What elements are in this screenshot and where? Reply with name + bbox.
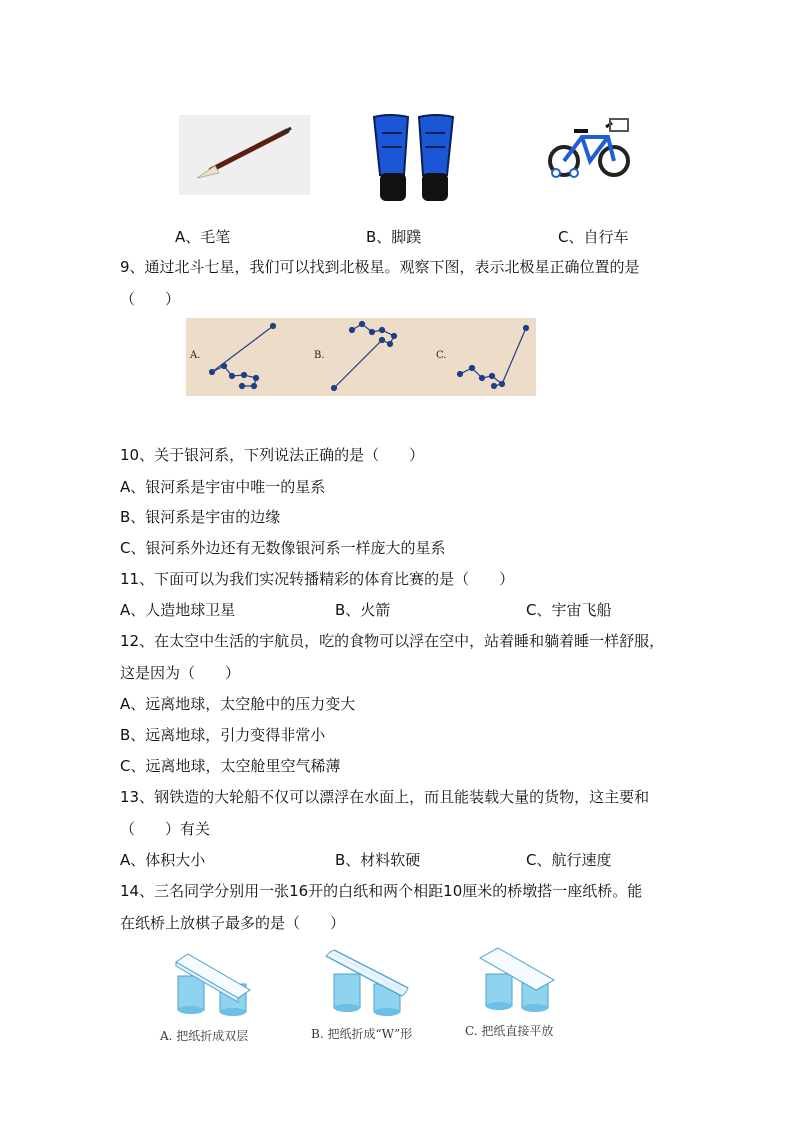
q13-stem-2: （ ）有关 xyxy=(120,820,211,838)
bridge-b-figure xyxy=(320,946,410,1018)
q14-stem-2: 在纸桥上放棋子最多的是（ ） xyxy=(120,914,346,932)
flippers-photo xyxy=(370,113,457,203)
panel-label-b: B. xyxy=(314,350,325,361)
q10-option-c: C、银河系外边还有无数像银河系一样庞大的星系 xyxy=(120,539,446,557)
brush-icon xyxy=(179,115,310,195)
q13-option-a: A、体积大小 xyxy=(120,851,206,869)
big-dipper-figure xyxy=(186,318,536,396)
bicycle-photo xyxy=(548,115,633,181)
q10-option-b: B、银河系是宇宙的边缘 xyxy=(120,508,281,526)
bicycle-icon xyxy=(548,115,633,181)
q14-stem: 14、三名同学分别用一张16开的白纸和两个相距10厘米的桥墩搭一座纸桥。能 xyxy=(120,882,643,900)
panel-label-c: C. xyxy=(436,350,447,361)
bridge-b-caption: B. 把纸折成“W”形 xyxy=(311,1027,413,1041)
q12-stem-2: 这是因为（ ） xyxy=(120,664,241,682)
q8-option-a: A、毛笔 xyxy=(175,228,231,246)
flippers-icon xyxy=(370,113,457,203)
q8-option-c: C、自行车 xyxy=(558,228,629,246)
q9-stem: 9、通过北斗七星，我们可以找到北极星。观察下图，表示北极星正确位置的是 xyxy=(120,258,640,276)
bridge-c-diagram xyxy=(476,944,556,1014)
bridge-a-diagram xyxy=(172,946,254,1016)
bridge-a-caption: A. 把纸折成双层 xyxy=(160,1029,249,1043)
q12-stem: 12、在太空中生活的宇航员，吃的食物可以浮在空中，站着睡和躺着睡一样舒服， xyxy=(120,632,665,650)
bridge-a-figure xyxy=(172,946,254,1016)
big-dipper-diagram xyxy=(186,318,536,396)
panel-label-a: A. xyxy=(190,350,201,361)
bridge-c-caption: C. 把纸直接平放 xyxy=(465,1024,554,1038)
q12-option-c: C、远离地球，太空舱里空气稀薄 xyxy=(120,757,341,775)
bridge-b-diagram xyxy=(320,946,410,1018)
q11-option-b: B、火箭 xyxy=(335,601,391,619)
q13-stem: 13、钢铁造的大轮船不仅可以漂浮在水面上，而且能装载大量的货物，这主要和 xyxy=(120,788,650,806)
q13-option-c: C、航行速度 xyxy=(526,851,612,869)
q10-stem: 10、关于银河系，下列说法正确的是（ ） xyxy=(120,446,425,464)
q11-option-a: A、人造地球卫星 xyxy=(120,601,236,619)
q10-option-a: A、银河系是宇宙中唯一的星系 xyxy=(120,478,326,496)
q8-option-b: B、脚蹼 xyxy=(366,228,422,246)
q11-stem: 11、下面可以为我们实况转播精彩的体育比赛的是（ ） xyxy=(120,570,515,588)
q12-option-b: B、远离地球，引力变得非常小 xyxy=(120,726,326,744)
bridge-c-figure xyxy=(476,944,556,1014)
q11-option-c: C、宇宙飞船 xyxy=(526,601,612,619)
brush-photo xyxy=(179,115,310,195)
q13-option-b: B、材料软硬 xyxy=(335,851,421,869)
q12-option-a: A、远离地球，太空舱中的压力变大 xyxy=(120,695,356,713)
q9-blank: （ ） xyxy=(120,290,181,308)
